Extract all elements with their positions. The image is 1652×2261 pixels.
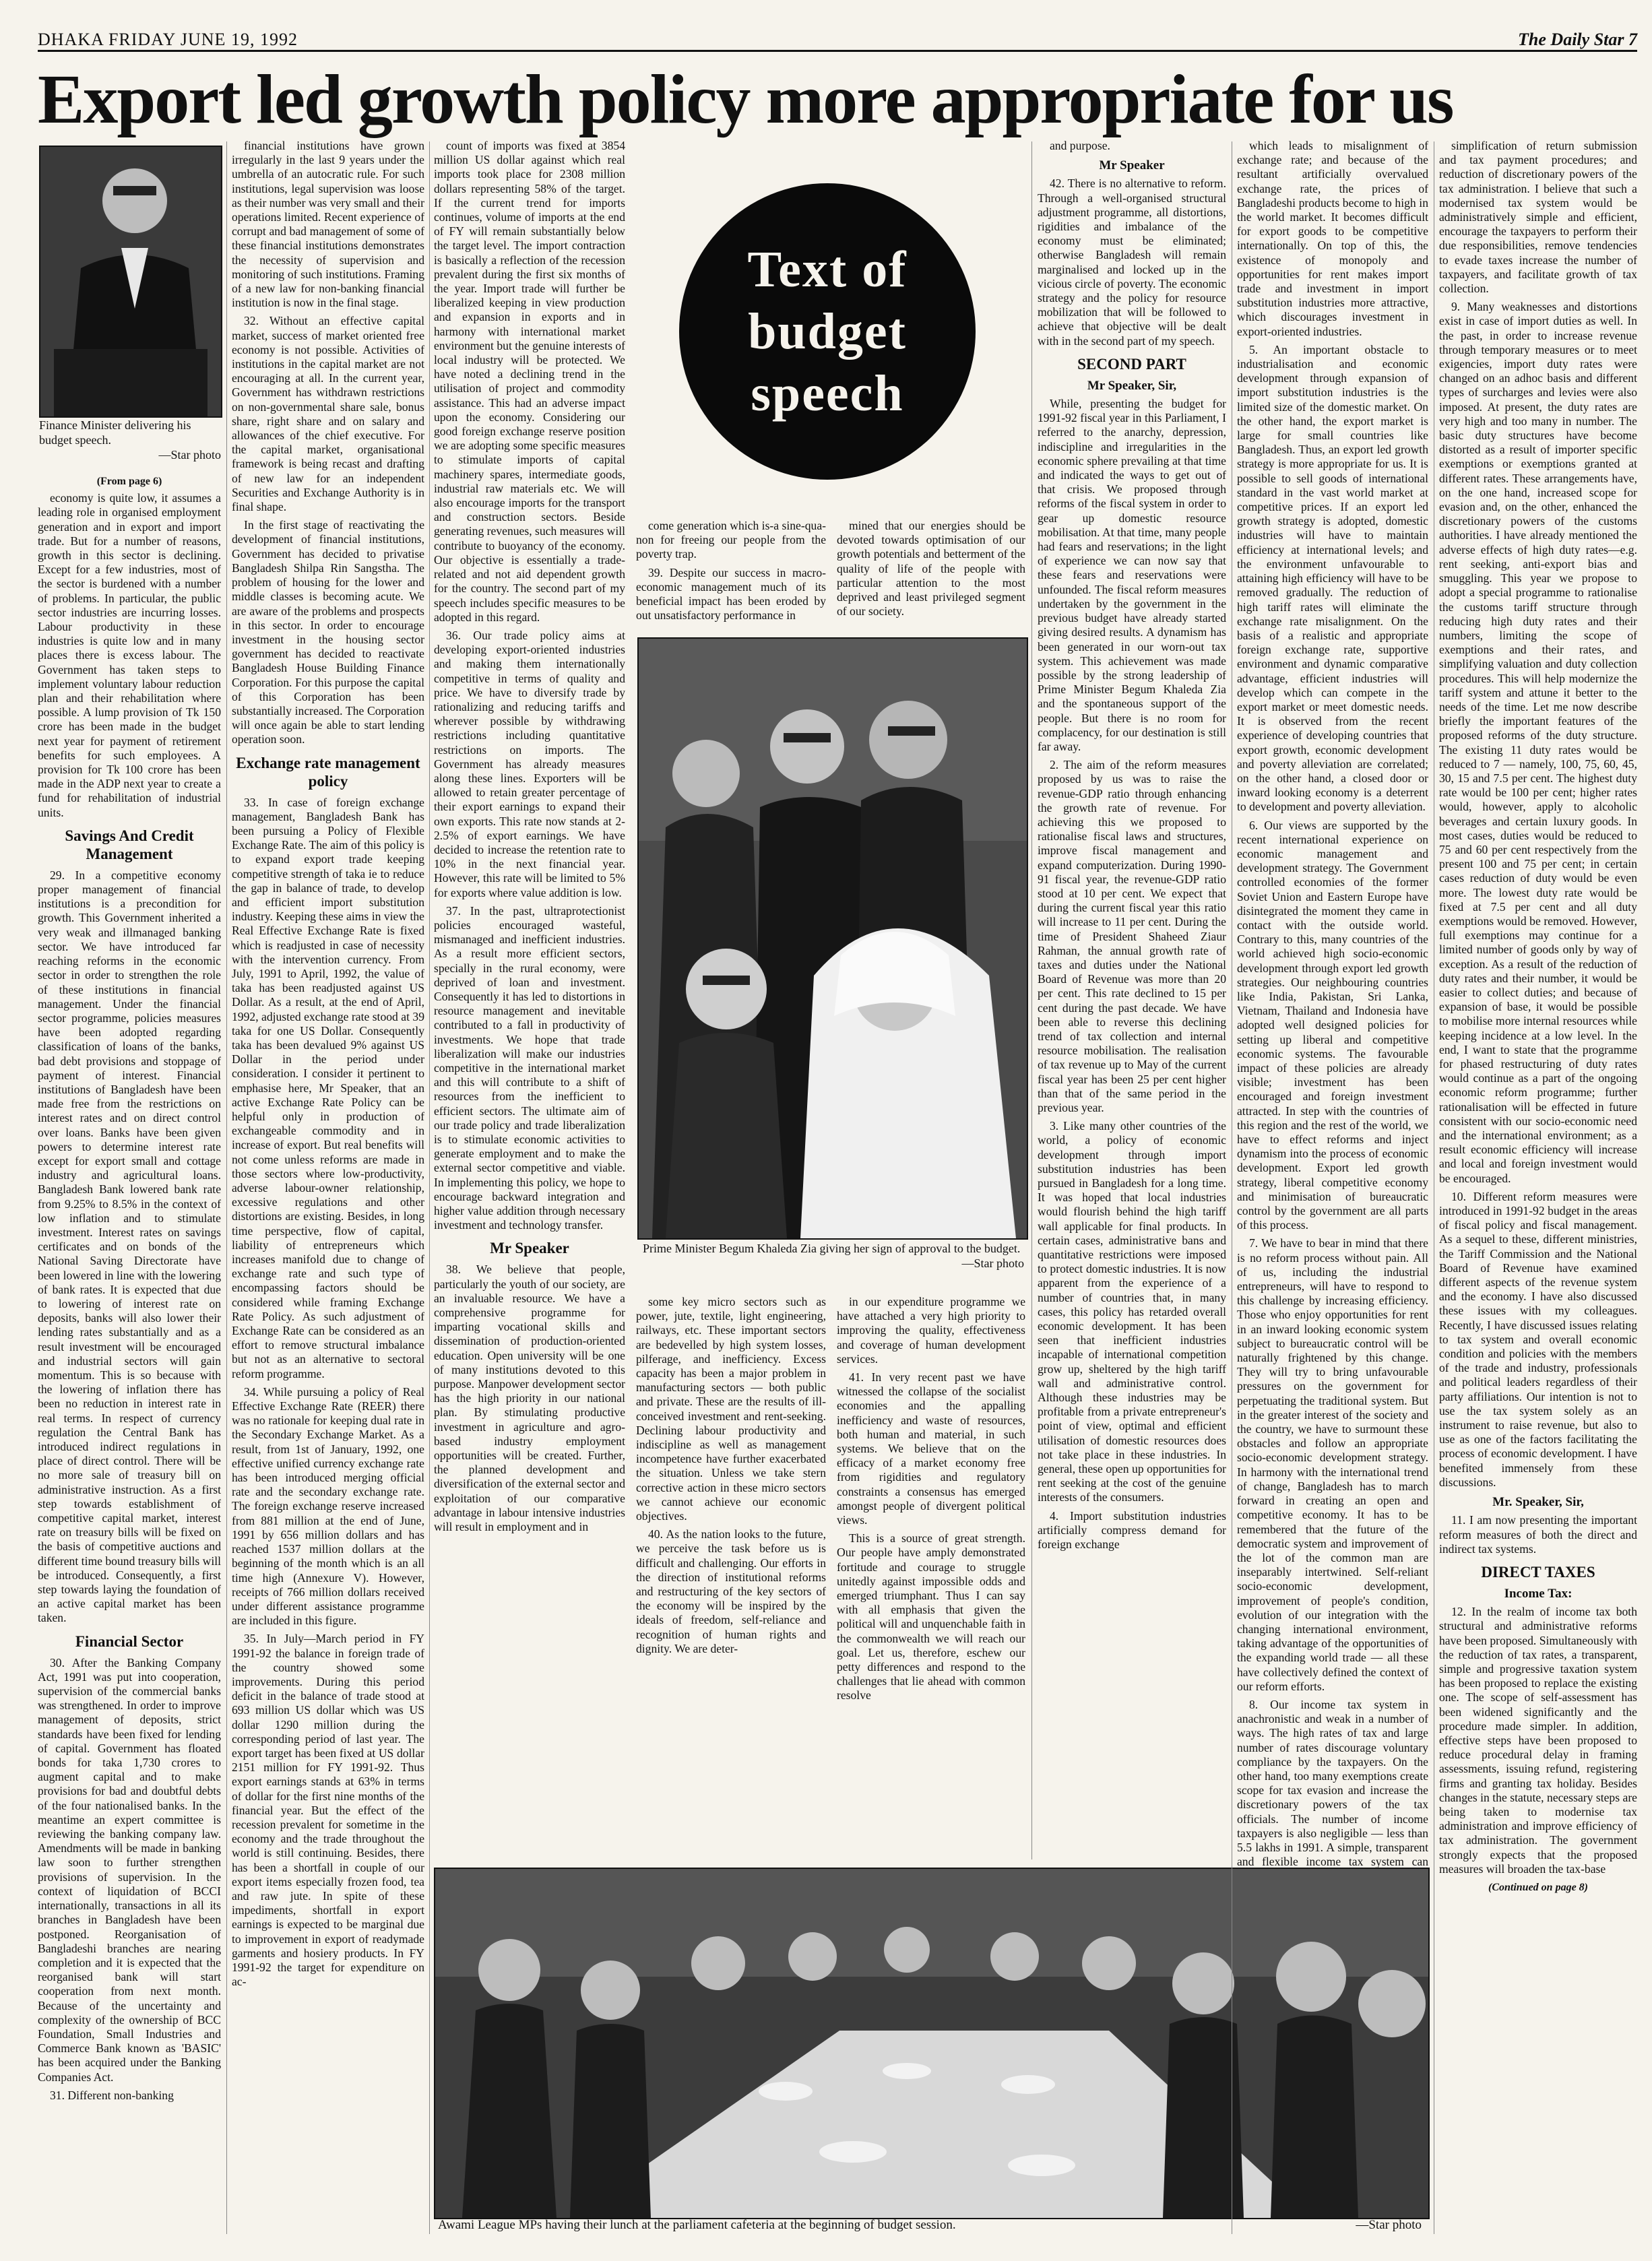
continued-on-page: (Continued on page 8) — [1488, 1881, 1588, 1893]
paragraph: 37. In the past, ultraprotectionist policies encouraged wasteful, mismanaged and inefficient industries. As a result more efficient sectors, specially in the rural economy, were deprived of loan and investment. Consequently it has led to distortions in resource management and inevitable contributed to a fall in productivity of investments. We hope that trade liberalization will make our industries competitive in the international market and this will contribute to a shift of resources from the inefficient to efficient sectors. The ultimate aim of our trade policy and trade liberalization is to stimulate economic activities to generate employment and to make the external sector competitive and viable. In implementing this policy, we hope to encourage backward integration and higher value addition through necessary investment and technology transfer. — [434, 903, 625, 1232]
paragraph: 5. An important obstacle to industrialisation and economic development through expansion of import substitution industries is the limited size of the domestic market. On the other hand, the export market is large for small countries like Bangladesh. Thus, an export led growth strategy is more appropriate for us. It is possible to sell goods of international standard in the vast world market at competitive prices. If an export led growth strategy is adopted, domestic industries will have to maintain efficiency at international levels; and the environment unfavourable to attaining high efficiency will have to be removed gradually. The reduction of high tariff rates will eliminate the exchange rate misalignment. On the basis of a realistic and appropriate foreign exchange rate, supportive environment and dynamic comparative advantage, efficient industries will develop which can compete in the export market or meet domestic needs. It is observed from the recent experience of developing countries that export growth, economic development and poverty alleviation are correlated; on the other hand, a closed door or inward looking economy is a deterrent to development and poverty alleviation. — [1237, 342, 1428, 814]
dateline: DHAKA FRIDAY JUNE 19, 1992 — [38, 30, 298, 49]
paragraph: 31. Different non-banking — [50, 2088, 174, 2102]
column-5 — [1038, 139, 1226, 1861]
paragraph: mined that our energies should be devoted towards optimisation of our growth potentials and betterment of the quality of life of the people with particular attention to the most deprived and least privileged segment of our society. — [837, 519, 1025, 618]
paragraph: 39. Despite our success in macro-economic management much of its beneficial impact has been eroded by out unsatisfactory performance in — [636, 565, 826, 623]
column-1 — [38, 472, 221, 2237]
finance-minister-caption — [39, 418, 221, 462]
paragraph: 36. Our trade policy aims at developing export-oriented industries and making them internationally competitive in terms of quality and price. We have to diversify trade by rationalizing and reducing tariffs and wherever possible by withdrawing restrictions including quantitative restrictions on imports. The Government has already measures along these lines. Exporters will be allowed to retain greater percentage of their export earnings to expand their own exports. This rate now stands at 2-2.5% of export earnings. We have decided to increase the retention rate to 10% in the next financial year. However, this rate will be limited to 5% for exports where value addition is low. — [434, 628, 625, 899]
caption-text: Prime Minister Begum Khaleda Zia giving her sign of approval to the budget. — [643, 1242, 1021, 1255]
paragraph: 11. I am now presenting the important reform measures of both the direct and indirect tax systems. — [1439, 1513, 1637, 1556]
section-heading: DIRECT TAXES — [1481, 1563, 1595, 1581]
section-heading: Financial Sector — [75, 1632, 184, 1650]
paragraph: 35. In July—March period in FY 1991-92 the balance in foreign trade of the country showed some improvements. During this period deficit in the balance of trade stood at 693 million US dollar which was US dollar 1290 million during the corresponding period of last year. The export target has been fixed at US dollar 2151 million for FY 1991-92. Thus export earnings stands at 63% in terms of dollar for the first nine months of the financial year. But the effect of the recession prevalent for sometime in the economy and the trade throughout the world is still continuing. Besides, there has been a shortfall in couple of our export items especially frozen food, tea and raw jute. In spite of these impediments, shortfall in export earnings is expected to be marginal due to improvement in export of readymade garments and hosiery products. In FY 1991-92 the target for expenditure on ac- — [232, 1632, 424, 1989]
paragraph: While, presenting the budget for 1991-92 fiscal year in this Parliament, I referred to the anarchy, depression, indiscipline and irregularities in the economic sphere prevailing at that time and indicated the ways to get out of that crisis. We proposed through reforms of the fiscal system in order to gear up domestic resource mobilisation. At that time, many people had fears and reservations; in the light of experience we can now say that these fears and reservations were unfounded. The fiscal reform measures undertaken by the government in the previous budget have already started giving desired results. A dynamism has been generated in our worn-out tax system. This achievement was made possible by the strong leadership of Prime Minister Begum Khaleda Zia and the spontaneous support of the people. But there is no room for complacency, for our destination is still far away. — [1038, 397, 1226, 753]
paragraph: 33. In case of foreign exchange management, Bangladesh Bank has been pursuing a Policy of Flexible Exchange Rate. The aim of this policy is to expand export trade keeping competitive strength of taka ie to reduce the gap in balance of trade, to develop and efficient import substitution industry. Keeping these aims in view the Real Effective Exchange Rate is fixed which is readjusted in case of necessity with the intervention currency. From July, 1991 to April, 1992, the value of taka has been readjusted against US Dollar. As a result, at the end of April, 1992, adjusted exchange rate stood at 39 taka for one US Dollar. Consequently taka has been devalued 9% against US Dollar in the period under consideration. I consider it pertinent to emphasise here, Mr Speaker, that an active Exchange Rate Policy can be helpful only in production of exchangeable commodity and in increase of export. But real benefits will not come unless reforms are made in those sectors where low-productivity, adverse labour-owner relationship, excessive regulations and other distortions are existing. Besides, in long time perspective, flow of capital, liability of entrepreneurs which increases manifold due to change of exchange rate and such type of encompassing factors should be considered while framing Exchange Rate Policy. As such adjustment of Exchange Rate can be considered as an effort to remove structural imbalance but not as an alternative to sectoral reform programme. — [232, 795, 424, 1380]
section-heading: Mr Speaker — [490, 1240, 569, 1257]
paragraph: 42. There is no alternative to reform. Through a well-organised structural adjustment programme, all distortions, rigidities and imbalance of the economy must be eliminated; otherwise Bangladesh will remain marginalised and locked up in the vicious circle of poverty. The economic strategy and the policy for resource mobilization that will be followed to achieve that objective will be dealt with in the second part of my speech. — [1038, 177, 1226, 348]
column-rule — [1031, 141, 1032, 1859]
column-3 — [434, 139, 625, 1861]
badge-line-1: Text of — [747, 241, 908, 298]
column-rule — [429, 141, 430, 2234]
paragraph: some key micro sectors such as power, jute, textile, light engineering, railways, etc. These important sectors are bedevelled by high system losses, pilferage, and inefficiency. Excess capacity has been a major problem in manufacturing sectors — both public and private. These are the results of ill-conceived investment and rent-seeking. Declining labour productivity and indiscipline as well as management incompetence have further exacerbated the situation. Unless we take stern corrective action in these micro sectors we cannot achieve our economic objectives. — [636, 1295, 826, 1523]
badge-line-3: speech — [751, 365, 904, 422]
section-heading: SECOND PART — [1077, 355, 1186, 373]
main-headline: Export led growth policy more appropriate for us — [38, 61, 1453, 138]
paragraph: In the first stage of reactivating the development of financial institutions, Government has decided to privatise Bangladesh Shilpa Rin Sangstha. The problem of housing for the lower and middle classes is becoming acute. We are aware of the problems and prospects in this sector. In order to encourage investment in the housing sector government has decided to reactivate Bangladesh House Building Finance Corporation. For this purpose the capital of this Corporation has been substantially increased. The Corporation will once again be able to start lending operation soon. — [232, 518, 424, 746]
paragraph: 7. We have to bear in mind that there is no reform process without pain. All of us, including the industrial entrepreneurs, will have to respond to this challenge by increasing efficiency. Those who enjoy opportunities for rent in an inward looking economic system subject to bureaucratic control will be naturally frightened by this change. They will try to bring unfavourable pressures on the government for perpetuating the traditional system. But in the greater interest of the society and the country, we have to surmount these obstacles and follow an appropriate socio-economic development strategy. In harmony with the international trend of change, Bangladesh has to march forward in creating an open and competitive economy. It has to be remembered that the future of the democratic system and improvement of the lot of the common man are inseparably intertwined. Self-reliant socio-economic development, improvement of people's condition, evolution of our integration with the changing international environment, taking advantage of the opportunities of the expanding world trade — all these have collectively defined the context of our reform efforts. — [1237, 1236, 1428, 1693]
column-7 — [1439, 139, 1637, 2235]
mps-lunch-caption — [438, 2218, 1422, 2233]
paragraph: 38. We believe that people, particularly the youth of our society, are an invaluable resource. We have a comprehensive programme for imparting vocational skills and dissemination of production-oriented education. Open university will be one of many institutions devoted to this purpose. Manpower development sector has the high priority in our national plan. By stimulating productive investment in agriculture and agro-based industry employment opportunities will be created. Further, the planned development and diversification of the external sector and exploitation of our comparative advantage in labour intensive industries will result in employment and in — [434, 1263, 625, 1534]
paragraph: 9. Many weaknesses and distortions exist in case of import duties as well. In the past, in order to increase revenue through temporary measures or to meet exigencies, import duty rates were changed on an adhoc basis and different types of surcharges and levies were also imposed. At present, the duty rates are very high and too many in number. The basic duty structures have become distorted as a result of importer specific exemptions or exemptions granted at different rates. These arrangements have, on the one hand, increased scope for evasion and, on the other, enhanced the discretionary powers of the customs authorities. I have already mentioned the adverse effects of high duty rates—e.g. rent seeking, anti-export bias and smuggling. This year we propose to adopt a special programme to rationalise the customs tariff structure through reducing high duty rates and their numbers, limiting the scope of exemptions and their rates, and simplifying valuation and duty collection procedures. This will help modernize the tariff system and attune it better to the needs of the time. Let me now describe briefly the important features of the proposed reforms of the duty structure. The existing 11 duty rates would be reduced to 7 — namely, 100, 75, 60, 45, 30, 15 and 7.5 per cent. The highest duty rate would be 100 per cent; higher rates would, however, apply to alcoholic beverages and certain luxury goods. In most cases, duties would be reduced to 75 and 60 per cent respectively from the present 100 and 75 per cent; in certain cases reduction of duty would be even more. The lowest duty rate would be fixed at 7.5 per cent and all duty exemptions would be removed. However, full exemptions may continue for a limited number of goods only by way of exception. As a result of the reduction of duty rates and their number, it would be easier to collect duties; and because of expansion of base, it would be possible to mobilise more internal resources while keeping incidence at a low level. In the end, I want to state that the programme for phased restructuring of duty rates would continue as a part of the ongoing economic reform programme; further rationalisation will be effected in future consistent with our socio-economic need and the international environment; as a result economic efficiency will increase and local and foreign investment would be encouraged. — [1439, 300, 1637, 1185]
paragraph: in our expenditure programme we have attached a very high priority to improving the quality, effectiveness and coverage of human development services. — [837, 1295, 1025, 1366]
photo-credit: —Star photo — [1356, 2218, 1422, 2232]
section-heading: Exchange rate management policy — [236, 754, 420, 790]
paragraph: 3. Like many other countries of the world, a policy of economic development through import substitution industries has been pursued in Bangladesh for a long time. It was hoped that local industries would flourish behind the high tariff wall applicable for final products. In certain cases, administrative bans and quantitative restrictions were imposed to protect domestic industries. It is now apparent from the experience of a number of countries that, in many cases, this policy has retarded overall economic development. It has been seen that inefficient industries incapable of international competition grow up, sheltered by the high tariff wall and administrative control. Although these industries may be profitable from a private entrepreneur's point of view, optimal and efficient utilisation of domestic resources does not take place in these industries. In general, these open up opportunities for rent seeking at the cost of the genuine interests of the consumers. — [1038, 1119, 1226, 1504]
photo-credit: —Star photo — [158, 448, 221, 461]
section-heading: Mr. Speaker, Sir, — [1492, 1495, 1584, 1510]
paper-name-page: The Daily Star 7 — [1518, 30, 1637, 49]
column-4a — [636, 519, 826, 633]
paragraph: 4. Import substitution industries artificially compress demand for foreign exchange — [1038, 1508, 1226, 1552]
masthead — [38, 27, 1637, 52]
text-of-budget-speech-badge — [679, 183, 976, 480]
column-rule — [226, 141, 227, 2234]
paragraph: economy is quite low, it assumes a leading role in organised employment generation and in export and import trade. But for a number of reasons, growth in this sector is declining. Except for a few industries, most of the sector is burdened with a number of problems. In particular, the public sector industries are incurring losses. Labour productivity in these industries is quite low and in many places there is excess labour. The Government has taken steps to implement voluntary labour reduction plan and their rehabilitation where possible. A lump provision of Tk 150 crore has been made in the budget next year for payment of retirement benefits for such employees. A provision for Tk 100 crore has been made in the ADP next year to create a fund for rehabilitation of industrial units. — [38, 491, 221, 819]
paragraph: 29. In a competitive economy proper management of financial institutions is a precondition for growth. This Government inherited a very weak and illmanaged banking sector. We have introduced far reaching reforms in the economic sector in order to strengthen the role of these institutions in financial management. Under the financial sector programme, policies measures have been adopted regarding classification of loans of the banks, bad debt provisions and stoppage of payment of interest. Financial institutions of Bangladesh have been made free from the restrictions on interest rates and on direct control over loans. Banks have been given powers to determine interest rate except for export small and cottage industry and agricultural loans. Bangladesh Bank lowered bank rate from 9.25% to 8.5% in the context of low inflation and to stimulate investment. Interest rates on savings certificates and on bonds of the National Saving Directorate have been lowered in line with the lowering of bank rates. It is expected that due to lowering of interest rate on deposits, banks will also lower their lending rates substantially and as a result investment will be encouraged and industrial sectors will gain momentum. This is so because with the lowering of inflation there has been no reduction in interest rate in real terms. In respect of currency regulation the Central Bank has introduced indirect regulations in place of direct control. There will be no more sale of treasury bill on administrative instruction. As a first step towards establishment of competitive capital market, interest rate on treasury bills will be fixed on the basis of competitive auctions and different time bound treasury bills will be introduced. Consequently, a first step towards laying the foundation of an active capital market has been taken. — [38, 868, 221, 1625]
paragraph: 8. Our income tax system in anachronistic and weak in a number of ways. The high rates of tax and large number of rates discourage voluntary compliance by the taxpayers. On the other hand, too many exemptions create scope for tax evasion and increase the discretionary powers of the tax officials. The number of income taxpayers is also negligible — less than 5.5 lakhs in 1991. A simple, transparent and flexible income tax system can — [1237, 1697, 1428, 1869]
section-heading: Savings And Credit Management — [65, 827, 194, 862]
section-heading: Income Tax: — [1504, 1586, 1572, 1601]
prime-minister-caption — [643, 1241, 1024, 1271]
paragraph: count of imports was fixed at 3854 million US dollar against which real imports took place for 2308 million dollars representing 58% of the target. If the current trend for imports continues, volume of imports at the end of FY will remain substantially below the target level. The import contraction is basically a reflection of the recession prevalent during the first six months of the year. Import trade will further be liberalized keeping in view production and expansion in exports and in harmony with international market environment but the genuine interests of local industry will be protected. We have noted a declining trend in the utilisation of project and commodity assistance. This had an adverse impact upon the economy. Considering our good foreign exchange reserve position we are adopting some specific measures to stimulate imports of capital machinery spares, intermediate goods, industrial raw materials etc. We will also encourage imports for the transport and construction sectors. Beside generating revenues, such measures will contribute to buoyancy of the economy. Our objective is essentially a trade-related and not aid dependent growth for the country. The second part of my speech includes specific measures to be adopted in this regard. — [434, 139, 625, 624]
paragraph: This is a source of great strength. Our people have amply demonstrated fortitude and courage to struggle unitedly against impossible odds and emerged triumphant. Thus I can say with all emphasis that given the political will and unquenchable faith in the commonwealth we will reach our goal. Let us, therefore, eschew our petty differences and respond to the challenges that lie ahead with common resolve — [837, 1531, 1025, 1702]
column-4c — [636, 1295, 826, 1865]
finance-minister-photo — [39, 146, 222, 418]
column-4d — [837, 1295, 1025, 1865]
paragraph: 2. The aim of the reform measures proposed by us was to raise the revenue-GDP ratio through enhancing the growth rate of revenue. For achieving this we proposed to rationalise fiscal laws and structures, improve fiscal management and expand computerization. During 1990-91 fiscal year, the revenue-GDP ratio stood at 10 per cent. We expect that during the current fiscal year this ratio will increase to 11 per cent. During the time of President Shaheed Ziaur Rahman, the annual growth rate of taxes and duties under the National Board of Revenue was more than 20 per cent. This rate declined to 15 per cent during the past decade. We have been able to reverse this declining trend of tax collection and internal resource mobilisation. The realisation of tax revenue up to May of the current fiscal year has been 25 per cent higher than that of the same period in the previous year. — [1038, 758, 1226, 1114]
from-page-reference: (From page 6) — [96, 476, 162, 487]
paragraph: 32. Without an effective capital market, success of market oriented free economy is not possible. Activities of institutions in the capital market are not encouraging at all. In the current year, Government has withdrawn restrictions on non-governmental share sale, bonus share, right share and on salary and allowances of the chief executive. For the capital market, organisational framework is being recast and drafting of new law for an independent Securities and Exchange Authority is in final shape. — [232, 314, 424, 514]
paragraph: 10. Different reform measures were introduced in 1991-92 budget in the areas of fiscal policy and fiscal management. As a sequel to these, different ministries, the Tariff Commission and the National Board of Revenue have examined different aspects of the revenue system and the economy. I have also discussed these issues with my colleagues. Recently, I have discussed issues relating to tax system and overall economic condition and policies with the members of the trade and industry, professionals and political leaders regardless of their party affiliations. Our intention is not to use the tax system solely as an instrument to raise revenue, but also to use as one of the factors facilitating the process of economic development. I have benefited immensely from these discussions. — [1439, 1189, 1637, 1489]
paragraph: and purpose. — [1050, 139, 1110, 152]
column-4b — [837, 519, 1025, 633]
caption-text: Finance Minister delivering his budget speech. — [39, 418, 191, 447]
photo-credit: —Star photo — [961, 1256, 1024, 1270]
paragraph: simplification of return submission and tax payment procedures; and reduction of discretionary powers of the tax administration. I believe that such a modernised tax system would be administratively simple and efficient, encourage the taxpayers to perform their due responsibilities, remove tendencies to evade taxes increase the number of taxpayers, and facilitate growth of tax collection. — [1439, 139, 1637, 296]
prime-minister-photo — [637, 637, 1028, 1240]
section-heading: Mr Speaker — [1099, 158, 1165, 173]
paragraph: financial institutions have grown irregularly in the last 9 years under the umbrella of an autocratic rule. For such institutions, legal supervision was loose as their number was very small and their operations limited. Recent experience of corrupt and bad management of some of these financial institutions demonstrates the necessity of supervision and monitoring of such institutions. Framing of a new law for non-banking financial institution is now in the final stage. — [232, 139, 424, 310]
caption-text: Awami League MPs having their lunch at the parliament cafeteria at the beginning of budget session. — [438, 2218, 956, 2232]
paragraph: 34. While pursuing a policy of Real Effective Exchange Rate (REER) there was no rationale for keeping dual rate in the Secondary Exchange Market. As a result, from 1st of January, 1992, one effective unified currency exchange rate has been introduced merging official rate and the secondary exchange rate. The foreign exchange reserve increased from 881 million at the end of June, 1991 by 656 million dollars and has reached 1537 million dollars at the beginning of the month which is an all time high (Annexure V). However, receipts of 766 million dollars received under different assistance programme are included in this figure. — [232, 1384, 424, 1628]
paragraph: come generation which is-a sine-qua-non for freeing our people from the poverty trap. — [636, 519, 826, 561]
paragraph: 41. In very recent past we have witnessed the collapse of the socialist economies and the appalling inefficiency and waste of resources, both human and material, in such systems. We believe that on the efficacy of a market economy free from rigidities and regulatory constraints a consensus has emerged amongst people of divergent political views. — [837, 1370, 1025, 1527]
paragraph: 6. Our views are supported by the recent international experience on economic management and development strategy. The Government controlled economies of the former Soviet Union and Eastern Europe have disintegrated the moment they came in contact with the outside world. Contrary to this, many countries of the world achieved high socio-economic development through export led growth strategies. Our neighbouring countries like India, Pakistan, Sri Lanka, Vietnam, Thailand and Indonesia have adopted well designed policies for setting up liberal and competitive economic systems. The favourable impact of these policies are already visible; investment has been encouraged and foreign investment attracted. In step with the countries of this region and the rest of the world, we have to effect reforms and inject dynamism into the process of economic development. Export led growth strategy, liberal competitive economy and minimisation of bureaucratic control by the government are all parts of this process. — [1237, 818, 1428, 1232]
column-2 — [232, 139, 424, 2235]
badge-line-2: budget — [748, 303, 907, 360]
paragraph: which leads to misalignment of exchange rate; and because of the resultant artificially overvalued exchange rate, the prices of Bangladeshi products become to high in the world market. It becomes difficult for export goods to be competitive internationally. On top of this, the existence of monopoly and opportunities for rent makes import trade and investment in import substitution industries more attractive, which discourages investment in export-oriented industries. — [1237, 139, 1428, 338]
section-heading: Mr Speaker, Sir, — [1087, 378, 1177, 393]
paragraph: 30. After the Banking Company Act, 1991 was put into cooperation, supervision of the commercial banks was strengthened. In order to improve management of deposits, strict standards have been fixed for lending of capital. Government has floated bonds for taka 1,730 crores to augment capital and to make provisions for bad and doubtful debts of the four nationalised banks. In the meantime an expert committee is reviewing the banking company law. Amendments will be made in banking law soon to further strengthen provisions of supervision. In the context of liquidation of BCCI internationally, transactions in all its branches in Bangladesh have been postponed. Reorganisation of Bangladeshi branches are nearing completion and it is expected that the reorganised bank will start cooperation from next month. Because of the uncertainty and complexity of the ownership of BCC Foundation, Small Industries and Commerce Bank known as 'BASIC' has been acquired under the Banking Companies Act. — [38, 1655, 221, 2084]
paragraph: 12. In the realm of income tax both structural and administrative reforms have been proposed. Simultaneously with the reduction of tax rates, a transparent, simple and progressive taxation system has been proposed to replace the existing one. The scope of self-assessment has been widened significantly and the procedure made simpler. In addition, effective steps have been proposed to reduce procedural delay in framing assessments, issuing refund, registering firms and granting tax holiday. Besides changes in the statute, necessary steps are being taken to modernise tax administration and improve efficiency of tax administration. The government strongly expects that the proposed measures will broaden the tax-base — [1439, 1605, 1637, 1876]
paragraph: 40. As the nation looks to the future, we perceive the task before us is difficult and challenging. Our efforts in the direction of institutional reforms and restructuring of the key sectors of the economy will be inspired by the ideals of freedom, self-reliance and recognition of human rights and dignity. We are deter- — [636, 1527, 826, 1655]
mps-lunch-photo — [434, 1868, 1430, 2219]
